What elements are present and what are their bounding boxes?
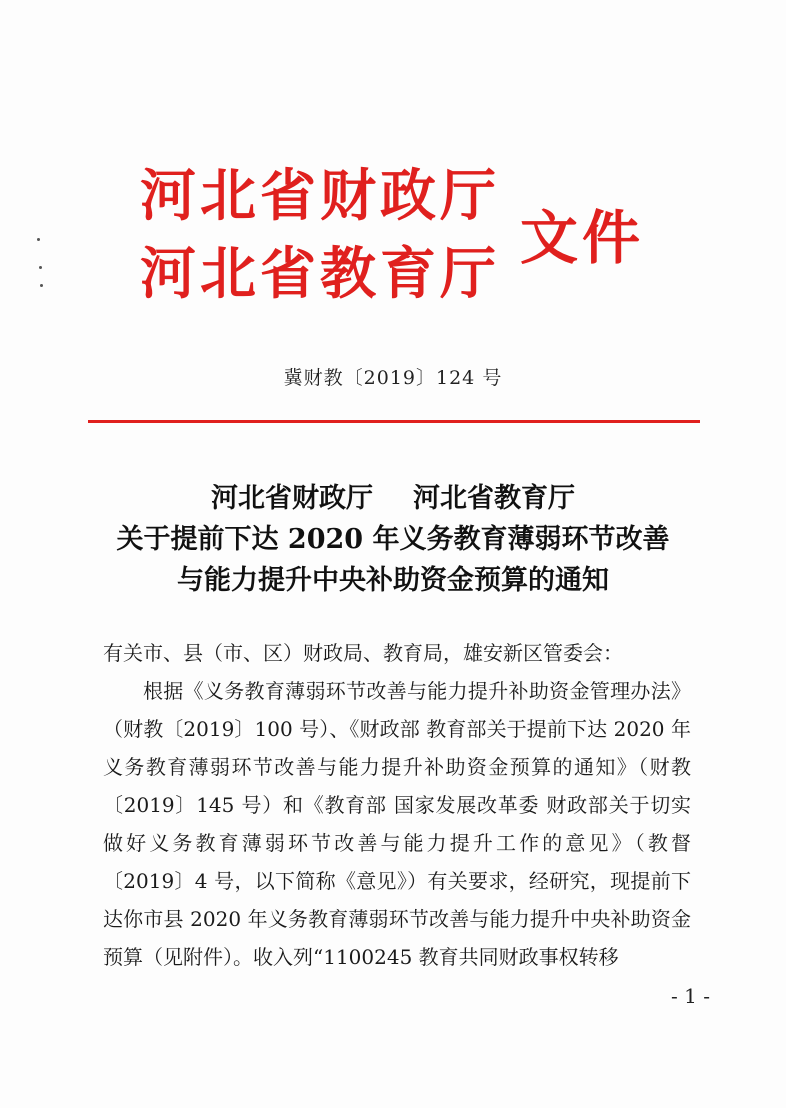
addressee-line: 有关市、县（市、区）财政局、教育局，雄安新区管委会： [103, 641, 623, 665]
scan-speck [40, 284, 43, 287]
red-separator-line [88, 420, 700, 423]
document-type-label: 文件 [520, 204, 645, 272]
title-line-2: 关于提前下达 2020 年义务教育薄弱环节改善 [116, 524, 670, 555]
issuer-line-finance: 河北省财政厅 [140, 163, 500, 229]
title-issuer-finance: 河北省财政厅 [211, 483, 373, 514]
title-issuer-education: 河北省教育厅 [413, 483, 575, 514]
body-paragraph: 根据《义务教育薄弱环节改善与能力提升补助资金管理办法》（财教〔2019〕100 号）、《财政部 教育部关于提前下达 2020 年义务教育薄弱环节改善与能力提升补助资金预算的通知》（财教〔2019〕145 号）和《教育部 国家发展改革委 财政部关于切实做好义务教育薄弱环节改善与能力提升工作的意见》（教督〔2019〕4 号，以下简称《意见》）有关要求，经研究，现提前下达你市县 2020 年义务教育薄弱环节改善与能力提升中央补助资金预算（见附件）。收入列“1100245 教育共同财政事权转移 [103, 679, 691, 969]
scan-speck [39, 266, 42, 269]
issuer-line-education: 河北省教育厅 [140, 241, 500, 307]
document-body [103, 634, 691, 976]
document-number: 冀财教〔2019〕124 号 [283, 367, 503, 389]
title-issuers [0, 476, 786, 515]
page-number: - 1 - [671, 984, 710, 1008]
title-line-3: 与能力提升中央补助资金预算的通知 [177, 565, 609, 596]
scan-speck [37, 238, 40, 241]
